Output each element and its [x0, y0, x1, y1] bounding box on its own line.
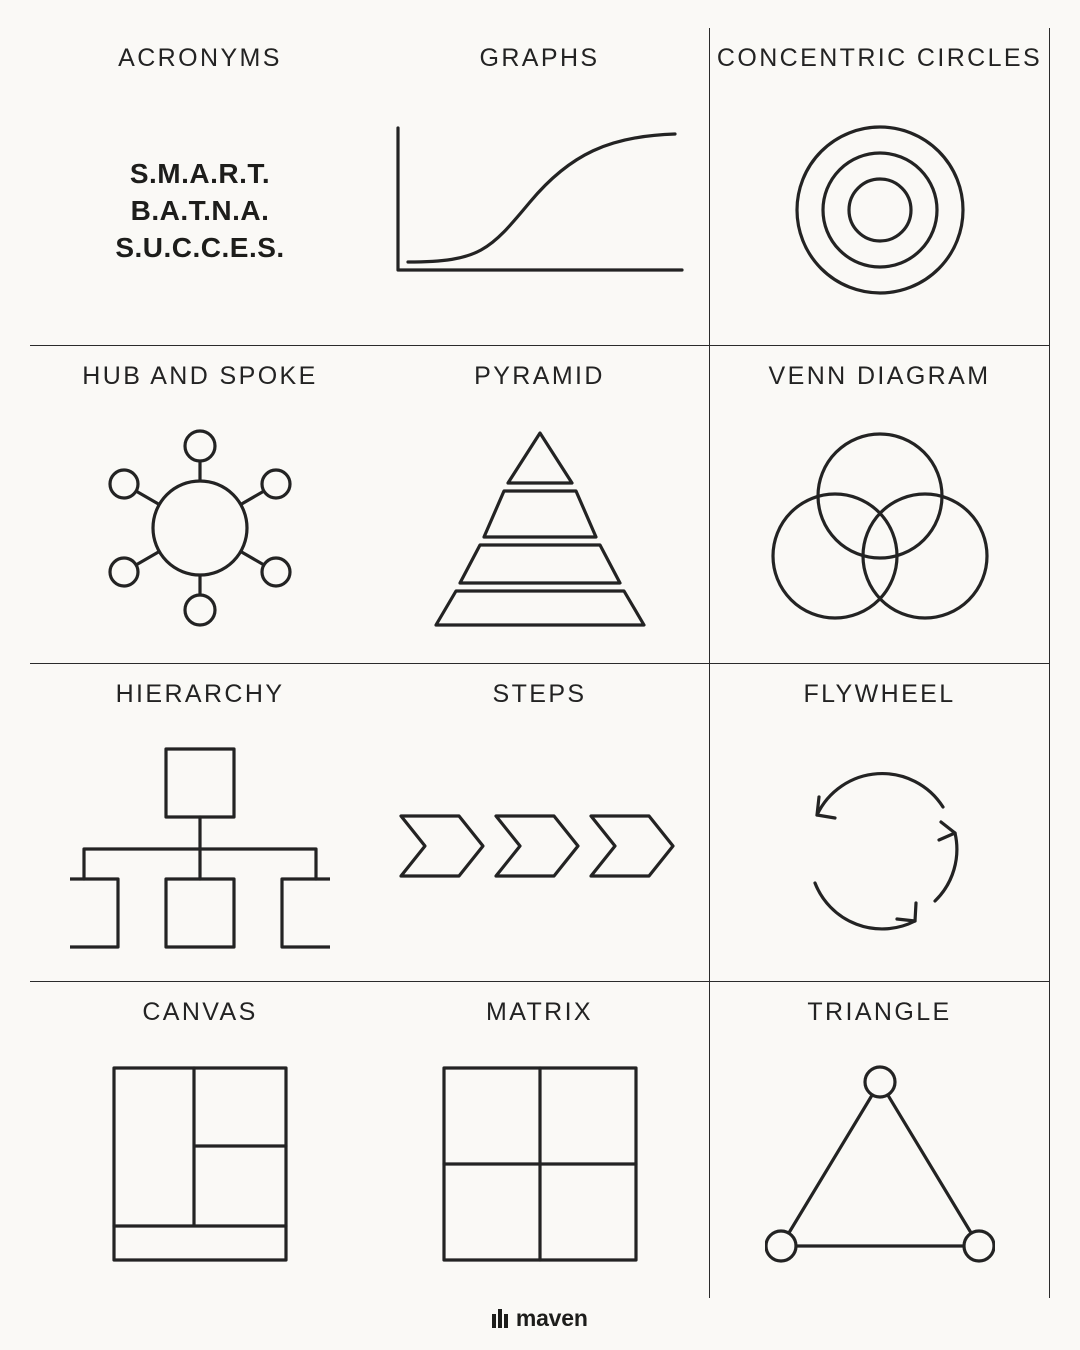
cell-title: MATRIX	[486, 998, 593, 1026]
matrix-art	[370, 1029, 709, 1298]
flywheel-art	[710, 711, 1049, 981]
canvas-layout-icon	[110, 1064, 290, 1264]
pyramid-icon	[420, 425, 660, 631]
hierarchy-icon	[70, 741, 330, 951]
cell-graphs	[370, 28, 710, 346]
cell-steps	[370, 664, 710, 982]
cell-title: HUB AND SPOKE	[82, 362, 318, 390]
hub-and-spoke-icon	[95, 423, 305, 633]
maven-logo-icon	[492, 1309, 508, 1328]
canvas-art	[30, 1029, 370, 1298]
cell-title: FLYWHEEL	[803, 680, 956, 708]
cell-pyramid	[370, 346, 710, 664]
acronym-line: S.U.C.C.E.S.	[115, 231, 285, 263]
framework-grid	[30, 28, 1050, 1298]
cell-title: ACRONYMS	[118, 44, 282, 72]
hub-and-spoke-art	[30, 393, 370, 663]
cell-acronyms	[30, 28, 370, 346]
cell-title: PYRAMID	[474, 362, 605, 390]
cell-title: STEPS	[492, 680, 587, 708]
cell-title: CONCENTRIC CIRCLES	[716, 44, 1043, 72]
cell-title: GRAPHS	[479, 44, 600, 72]
venn-diagram-art	[710, 393, 1049, 663]
cell-title: HIERARCHY	[115, 680, 285, 708]
steps-chevrons-icon	[395, 806, 685, 886]
cell-venn-diagram	[710, 346, 1050, 664]
concentric-circles-art	[710, 75, 1049, 345]
pyramid-art	[370, 393, 709, 663]
cell-title: TRIANGLE	[807, 998, 952, 1026]
cell-matrix	[370, 982, 710, 1298]
acronyms-text	[115, 155, 284, 266]
cell-canvas	[30, 982, 370, 1298]
cell-title: VENN DIAGRAM	[768, 362, 991, 390]
flywheel-circular-arrows-icon	[775, 741, 985, 951]
brand-name: maven	[515, 1305, 588, 1331]
acronym-line: S.M.A.R.T.	[129, 157, 271, 189]
acronyms-art	[30, 75, 370, 345]
cell-hierarchy	[30, 664, 370, 982]
cell-flywheel	[710, 664, 1050, 982]
hierarchy-art	[30, 711, 370, 981]
brand-footer	[0, 1305, 1080, 1332]
triangle-art	[710, 1029, 1049, 1298]
steps-art	[370, 711, 709, 981]
venn-diagram-icon	[765, 428, 995, 628]
cell-hub-and-spoke	[30, 346, 370, 664]
cell-triangle	[710, 982, 1050, 1298]
graphs-art	[370, 75, 709, 345]
cell-title: CANVAS	[142, 998, 258, 1026]
cell-concentric-circles	[710, 28, 1050, 346]
acronym-line: B.A.T.N.A.	[130, 194, 270, 226]
matrix-quadrant-icon	[440, 1064, 640, 1264]
s-curve-graph-icon	[390, 120, 690, 300]
concentric-circles-icon	[785, 115, 975, 305]
triangle-nodes-icon	[765, 1064, 995, 1264]
